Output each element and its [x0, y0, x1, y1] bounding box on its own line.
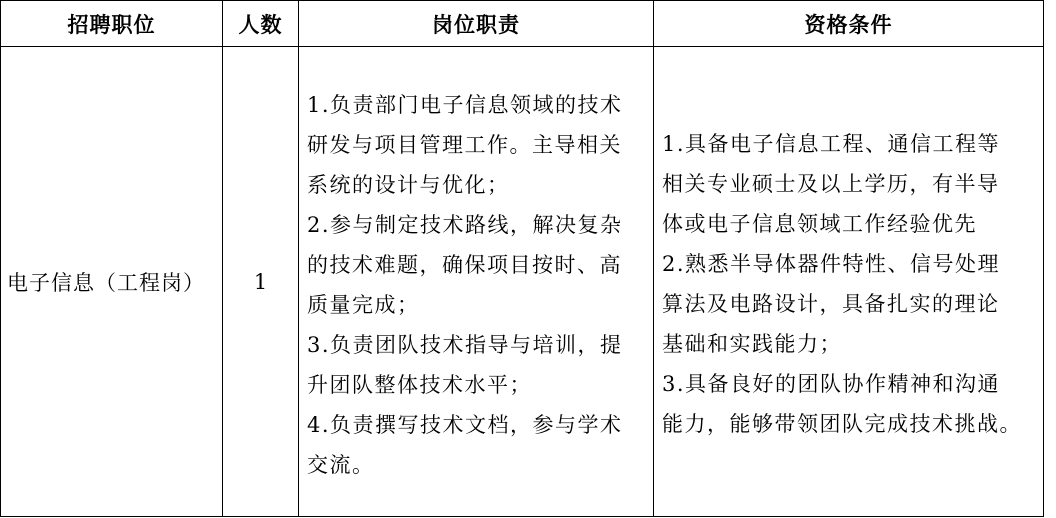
duty-line: 4.负责撰写技术文档，参与学术	[307, 412, 623, 437]
table-row	[1, 47, 1044, 517]
duty-line: 系统的设计与优化；	[307, 172, 510, 197]
header-qualifications: 资格条件	[654, 1, 1044, 47]
header-count: 人数	[223, 1, 299, 47]
qualification-line: 能力，能够带领团队完成技术挑战。	[662, 411, 1022, 436]
qualifications-cell	[654, 47, 1044, 517]
count-cell: 1	[223, 47, 299, 517]
qualification-line: 相关专业硕士及以上学历，有半导	[662, 171, 1000, 196]
position-cell: 电子信息（工程岗）	[1, 47, 223, 517]
duty-line: 研发与项目管理工作。主导相关	[307, 132, 622, 157]
header-position: 招聘职位	[1, 1, 223, 47]
header-duties: 岗位职责	[299, 1, 654, 47]
duties-text	[299, 79, 653, 485]
duties-cell	[299, 47, 654, 517]
duty-line: 3.负责团队技术指导与培训，提	[307, 332, 623, 357]
duty-line: 质量完成；	[307, 292, 420, 317]
qualification-line: 3.具备良好的团队协作精神和沟通	[662, 371, 1001, 396]
qualification-line: 算法及电路设计，具备扎实的理论	[662, 291, 1000, 316]
duty-line: 交流。	[307, 452, 375, 477]
duty-line: 的技术难题，确保项目按时、高	[307, 252, 622, 277]
duty-line: 1.负责部门电子信息领域的技术	[307, 92, 623, 117]
duty-line: 2.参与制定技术路线，解决复杂	[307, 212, 623, 237]
qualification-line: 体或电子信息领域工作经验优先	[662, 211, 977, 236]
duty-line: 升团队整体技术水平；	[307, 372, 532, 397]
qualification-line: 基础和实践能力；	[662, 331, 842, 356]
header-row	[1, 1, 1044, 47]
qualification-line: 1.具备电子信息工程、通信工程等	[662, 131, 1001, 156]
qualifications-text	[654, 120, 1043, 444]
qualification-line: 2.熟悉半导体器件特性、信号处理	[662, 251, 1001, 276]
